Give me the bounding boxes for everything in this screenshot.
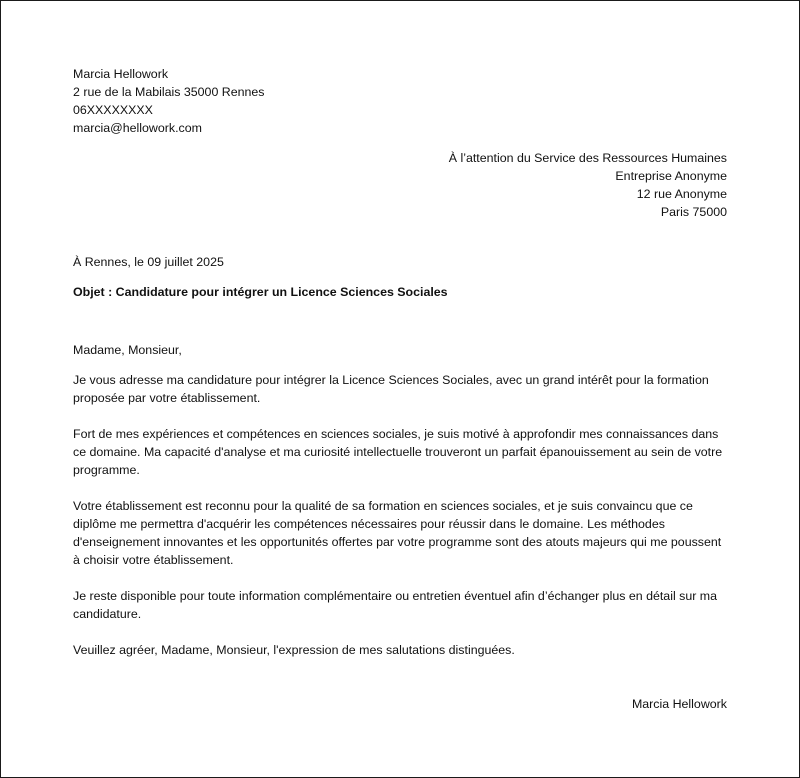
subject-line: Objet : Candidature pour intégrer un Licence Sciences Sociales xyxy=(73,285,448,299)
subject-block xyxy=(73,283,727,301)
recipient-company: Entreprise Anonyme xyxy=(615,169,727,183)
sender-address: 2 rue de la Mabilais 35000 Rennes xyxy=(73,85,265,99)
greeting-block xyxy=(73,341,727,359)
date-line-block xyxy=(73,253,727,271)
body-paragraph-1 xyxy=(73,371,727,407)
paragraph-text: Veuillez agréer, Madame, Monsieur, l'expression de mes salutations distinguées. xyxy=(73,643,515,657)
greeting: Madame, Monsieur, xyxy=(73,343,182,357)
recipient-street: 12 rue Anonyme xyxy=(636,187,727,201)
paragraph-text: Votre établissement est reconnu pour la qualité de sa formation en sciences sociales, et je suis convaincu que ce diplôme me permettra d'acquérir les compétences nécessaires pour réussir dans le domaine. Les méthodes d'enseignement innovantes et les opportunités offertes par votre programme sont des atouts majeurs qui me poussent à choisir votre établissement. xyxy=(73,499,722,567)
sender-phone: 06XXXXXXXX xyxy=(73,103,153,117)
body-paragraph-3 xyxy=(73,497,727,569)
date-line: À Rennes, le 09 juillet 2025 xyxy=(73,255,224,269)
sender-name: Marcia Hellowork xyxy=(73,67,169,81)
recipient-city: Paris 75000 xyxy=(660,205,727,219)
body-paragraph-2 xyxy=(73,425,727,479)
sender-block xyxy=(73,65,727,137)
signature: Marcia Hellowork xyxy=(631,697,727,711)
paragraph-text: Fort de mes expériences et compétences en sciences sociales, je suis motivé à approfondir mes connaissances dans ce domaine. Ma capacité d'analyse et ma curiosité intellectuelle trouveront un parfait épanouissement au sein de votre programme. xyxy=(73,427,723,477)
paragraph-text: Je reste disponible pour toute information complémentaire ou entretien éventuel afin d’échanger plus en détail sur ma candidature. xyxy=(73,589,718,621)
paragraph-text: Je vous adresse ma candidature pour intégrer la Licence Sciences Sociales, avec un grand intérêt pour la formation proposée par votre établissement. xyxy=(73,373,709,405)
recipient-attention: À l’attention du Service des Ressources Humaines xyxy=(448,151,727,165)
recipient-block xyxy=(73,149,727,221)
body-paragraph-4 xyxy=(73,587,727,623)
sender-email: marcia@hellowork.com xyxy=(73,121,202,135)
closing-paragraph xyxy=(73,641,727,659)
signature-block xyxy=(73,695,727,713)
